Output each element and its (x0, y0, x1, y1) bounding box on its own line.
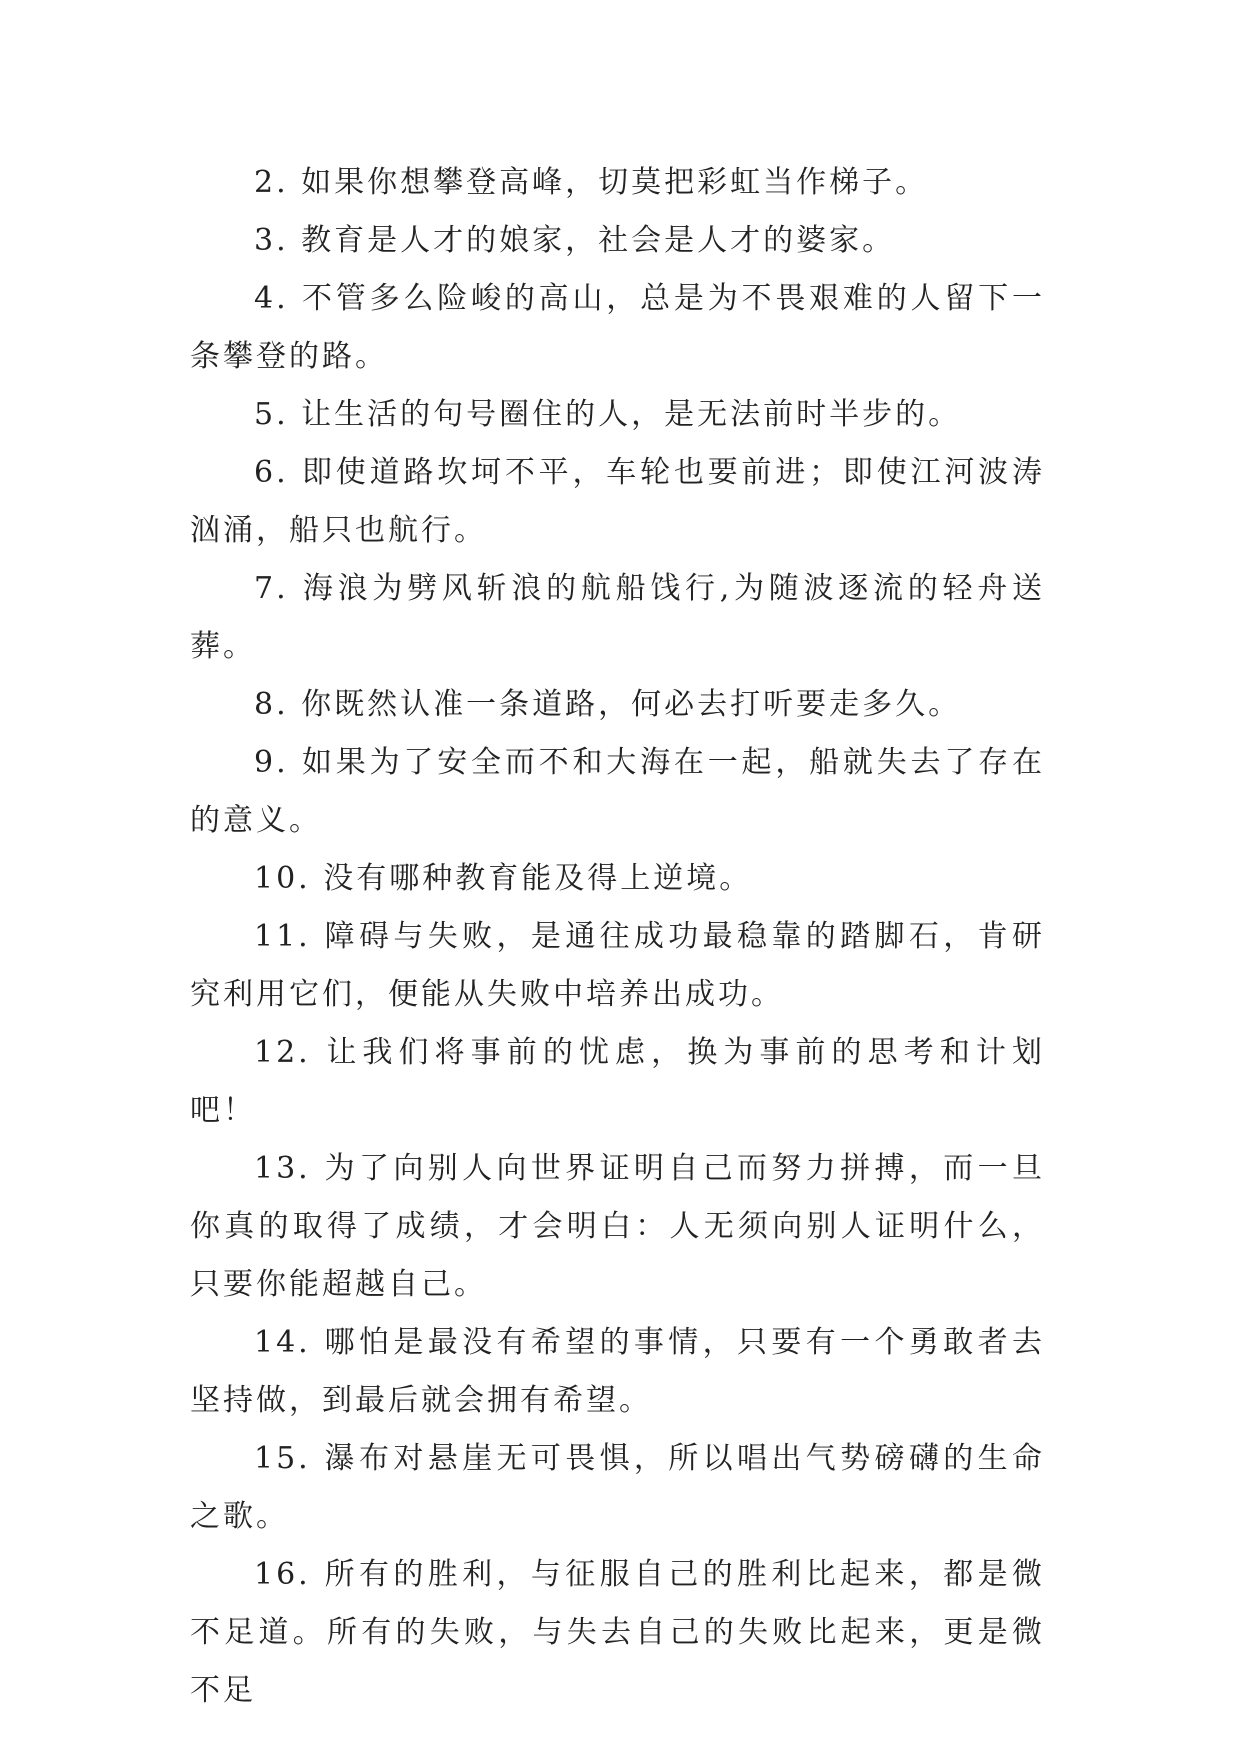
document-body (190, 154, 1045, 1720)
paragraph-5: 5. 让生活的句号圈住的人，是无法前时半步的。 (254, 397, 962, 432)
paragraph-7: 7. 海浪为劈风斩浪的航船饯行,为随波逐流的轻舟送葬。 (190, 571, 1045, 664)
paragraph-16: 16. 所有的胜利，与征服自己的胜利比起来，都是微不足道。所有的失败，与失去自己的失败比起来，更是微不足 (190, 1557, 1045, 1708)
paragraph-14: 14. 哪怕是最没有希望的事情，只要有一个勇敢者去坚持做，到最后就会拥有希望。 (190, 1325, 1045, 1418)
paragraph-9: 9. 如果为了安全而不和大海在一起，船就失去了存在的意义。 (190, 745, 1045, 838)
paragraph-2: 2. 如果你想攀登高峰，切莫把彩虹当作梯子。 (254, 165, 929, 200)
paragraph-8: 8. 你既然认准一条道路，何必去打听要走多久。 (254, 687, 962, 722)
paragraph-13: 13. 为了向别人向世界证明自己而努力拼搏，而一旦你真的取得了成绩，才会明白：人无须向别人证明什么，只要你能超越自己。 (190, 1151, 1045, 1302)
paragraph-4: 4. 不管多么险峻的高山，总是为不畏艰难的人留下一条攀登的路。 (190, 281, 1045, 374)
paragraph-6: 6. 即使道路坎坷不平，车轮也要前进；即使江河波涛汹涌，船只也航行。 (190, 455, 1045, 548)
paragraph-10: 10. 没有哪种教育能及得上逆境。 (254, 861, 753, 896)
paragraph-11: 11. 障碍与失败，是通往成功最稳靠的踏脚石，肯研究利用它们，便能从失败中培养出成功。 (190, 919, 1045, 1012)
paragraph-15: 15. 瀑布对悬崖无可畏惧，所以唱出气势磅礴的生命之歌。 (190, 1441, 1045, 1534)
paragraph-3: 3. 教育是人才的娘家，社会是人才的婆家。 (254, 223, 896, 258)
paragraph-12: 12. 让我们将事前的忧虑，换为事前的思考和计划吧！ (190, 1035, 1045, 1128)
